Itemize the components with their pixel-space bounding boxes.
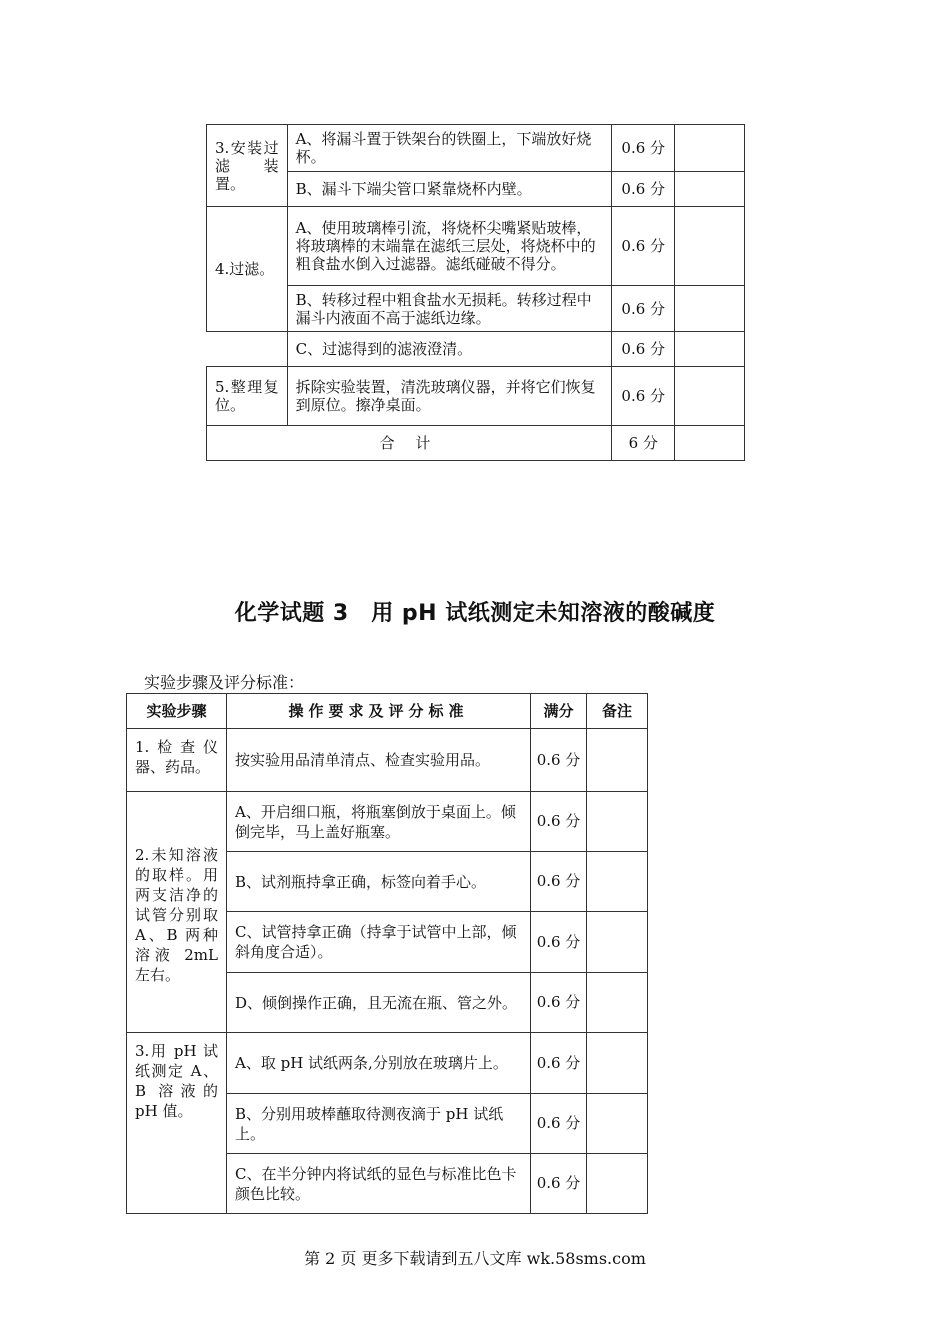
page-title: 化学试题 3 用 pH 试纸测定未知溶液的酸碱度 — [234, 601, 716, 626]
scoring-table-part1 — [206, 124, 745, 461]
step-cell: 2.未知溶液的取样。用两支洁净的试管分别取 A、B 两种溶液 2mL 左右。 — [127, 792, 227, 1033]
total-label: 合 计 — [207, 426, 612, 461]
score-cell: 0.6 分 — [531, 729, 587, 792]
criteria-cell: B、转移过程中粗食盐水无损耗。转移过程中漏斗内液面不高于滤纸边缘。 — [287, 286, 611, 332]
step-cell: 3.安装过滤 装置。 — [207, 125, 288, 207]
criteria-cell: B、试剂瓶持拿正确，标签向着手心。 — [227, 852, 531, 912]
step-cell: 1.检查仪器、药品。 — [127, 729, 227, 792]
score-cell: 0.6 分 — [531, 1154, 587, 1214]
score-cell: 0.6 分 — [531, 792, 587, 852]
step-cell: 3.用 pH 试纸测定 A、B 溶液的 pH 值。 — [127, 1033, 227, 1214]
criteria-cell: A、将漏斗置于铁架台的铁圈上，下端放好烧杯。 — [287, 125, 611, 172]
criteria-cell: 拆除实验装置，清洗玻璃仪器，并将它们恢复到原位。擦净桌面。 — [287, 367, 611, 426]
criteria-cell: C、在半分钟内将试纸的显色与标准比色卡颜色比较。 — [227, 1154, 531, 1214]
table-row — [127, 792, 648, 852]
remark-cell — [587, 973, 648, 1033]
score-cell: 0.6 分 — [612, 172, 675, 207]
remark-cell — [587, 792, 648, 852]
remark-cell — [675, 367, 745, 426]
table-row — [127, 729, 648, 792]
header-step: 实验步骤 — [127, 694, 227, 729]
table-row — [207, 367, 745, 426]
criteria-cell: D、倾倒操作正确，且无流在瓶、管之外。 — [227, 973, 531, 1033]
remark-cell — [675, 426, 745, 461]
remark-cell — [675, 172, 745, 207]
score-cell: 0.6 分 — [531, 852, 587, 912]
criteria-cell: 按实验用品清单清点、检查实验用品。 — [227, 729, 531, 792]
table-row — [127, 1033, 648, 1094]
header-score: 满分 — [531, 694, 587, 729]
score-cell: 0.6 分 — [612, 332, 675, 367]
score-cell: 0.6 分 — [612, 207, 675, 286]
remark-cell — [675, 207, 745, 286]
criteria-cell: C、试管持拿正确（持拿于试管中上部，倾斜角度合适）。 — [227, 912, 531, 973]
remark-cell — [587, 1033, 648, 1094]
remark-cell — [675, 125, 745, 172]
score-cell: 0.6 分 — [612, 125, 675, 172]
empty-step-cell — [207, 332, 288, 367]
score-cell: 0.6 分 — [531, 1033, 587, 1094]
score-cell: 0.6 分 — [612, 367, 675, 426]
criteria-cell: B、漏斗下端尖管口紧靠烧杯内壁。 — [287, 172, 611, 207]
criteria-cell: A、使用玻璃棒引流，将烧杯尖嘴紧贴玻棒，将玻璃棒的末端靠在滤纸三层处，将烧杯中的粗食盐水倒入过滤器。滤纸碰破不得分。 — [287, 207, 611, 286]
remark-cell — [675, 332, 745, 367]
score-cell: 0.6 分 — [612, 286, 675, 332]
total-score: 6 分 — [612, 426, 675, 461]
total-row — [207, 426, 745, 461]
remark-cell — [587, 912, 648, 973]
header-criteria: 操作要求及评分标准 — [227, 694, 531, 729]
criteria-cell: C、过滤得到的滤液澄清。 — [287, 332, 611, 367]
scoring-table-part2 — [126, 693, 648, 1214]
section-subtitle: 实验步骤及评分标准： — [144, 673, 305, 692]
step-cell: 4.过滤。 — [207, 207, 288, 332]
table-row — [207, 172, 745, 207]
table-row — [207, 332, 745, 367]
page-footer: 第 2 页 更多下载请到五八文库 wk.58sms.com — [304, 1249, 646, 1268]
score-cell: 0.6 分 — [531, 912, 587, 973]
remark-cell — [675, 286, 745, 332]
remark-cell — [587, 1154, 648, 1214]
table-row — [207, 207, 745, 286]
criteria-cell: A、开启细口瓶，将瓶塞倒放于桌面上。倾倒完毕，马上盖好瓶塞。 — [227, 792, 531, 852]
step-cell: 5.整理复位。 — [207, 367, 288, 426]
score-cell: 0.6 分 — [531, 1094, 587, 1154]
table-row — [207, 286, 745, 332]
remark-cell — [587, 852, 648, 912]
criteria-cell: B、分别用玻棒蘸取待测夜滴于 pH 试纸上。 — [227, 1094, 531, 1154]
header-remark: 备注 — [587, 694, 648, 729]
table-row — [207, 125, 745, 172]
remark-cell — [587, 1094, 648, 1154]
table-header-row — [127, 694, 648, 729]
remark-cell — [587, 729, 648, 792]
criteria-cell: A、取 pH 试纸两条,分别放在玻璃片上。 — [227, 1033, 531, 1094]
score-cell: 0.6 分 — [531, 973, 587, 1033]
